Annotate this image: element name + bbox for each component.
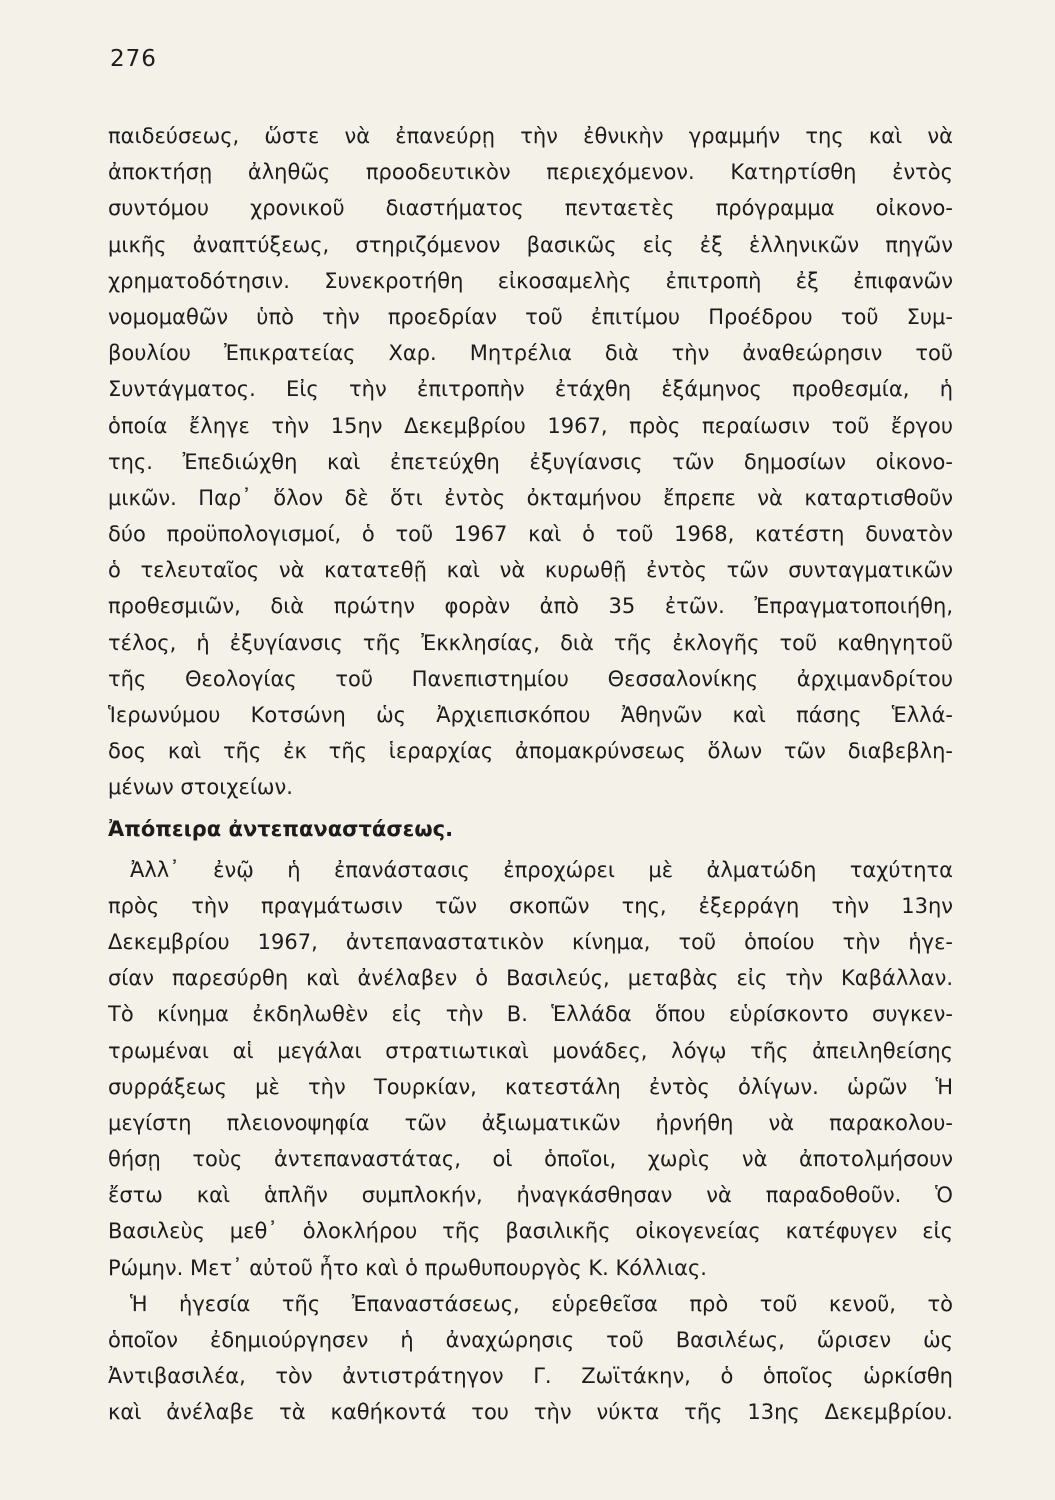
- paragraph-3: [108, 1286, 953, 1431]
- text-line: βουλίου Ἐπικρατείας Χαρ. Μητρέλια διὰ τὴν ἀναθεώρησιν τοῦ: [108, 341, 953, 366]
- text-line: Ἱερωνύμου Κοτσώνη ὡς Ἀρχιεπισκόπου Ἀθηνῶν καὶ πάσης Ἑλλά-: [108, 703, 953, 727]
- text-line: παιδεύσεως, ὥστε νὰ ἐπανεύρῃ τὴν ἐθνικὴν γραμμήν της καὶ νὰ: [108, 124, 953, 148]
- text-line: τέλος, ἡ ἐξυγίανσις τῆς Ἐκκλησίας, διὰ τῆς ἐκλογῆς τοῦ καθηγητοῦ: [108, 630, 953, 655]
- text-line: Τὸ κίνημα ἐκδηλωθὲν εἰς τὴν Β. Ἑλλάδα ὅπου εὑρίσκοντο συγκεν-: [108, 1002, 953, 1027]
- text-line: ὁποία ἔληγε τὴν 15ην Δεκεμβρίου 1967, πρὸς περαίωσιν τοῦ ἔργου: [108, 413, 953, 438]
- text-line: μικῆς ἀναπτύξεως, στηριζόμενον βασικῶς εἰς ἐξ ἑλληνικῶν πηγῶν: [108, 232, 953, 257]
- text-line: τρωμέναι αἱ μεγάλαι στρατιωτικαὶ μονάδες, λόγῳ τῆς ἀπειληθείσης: [108, 1038, 953, 1063]
- section-heading: Ἀπόπειρα ἀντεπαναστάσεως.: [108, 816, 454, 841]
- text-line: μικῶν. Παρ᾽ ὅλον δὲ ὅτι ἐντὸς ὀκταμήνου ἔπρεπε νὰ καταρτισθοῦν: [108, 485, 953, 510]
- text-line: Συντάγματος. Εἰς τὴν ἐπιτροπὴν ἐτάχθη ἑξάμηνος προθεσμία, ἡ: [108, 377, 953, 402]
- text-line: νομομαθῶν ὑπὸ τὴν προεδρίαν τοῦ ἐπιτίμου Προέδρου τοῦ Συμ-: [108, 304, 953, 329]
- paragraph-1: [108, 118, 953, 806]
- page-number: 276: [110, 46, 157, 72]
- text-line: της. Ἐπεδιώχθη καὶ ἐπετεύχθη ἐξυγίανσις τῶν δημοσίων οἰκονο-: [108, 449, 953, 474]
- text-line: ὁποῖον ἐδημιούργησεν ἡ ἀναχώρησις τοῦ Βασιλέως, ὥρισεν ὡς: [108, 1328, 953, 1352]
- text-line: Ἀλλ᾽ ἐνῷ ἡ ἐπανάστασις ἐπροχώρει μὲ ἀλματώδη ταχύτητα: [130, 857, 953, 882]
- text-line: ὁ τελευταῖος νὰ κατατεθῇ καὶ νὰ κυρωθῇ ἐντὸς τῶν συνταγματικῶν: [108, 558, 953, 583]
- text-line: δος καὶ τῆς ἐκ τῆς ἱεραρχίας ἀπομακρύνσεως ὅλων τῶν διαβεβλη-: [108, 739, 953, 764]
- text-line: συντόμου χρονικοῦ διαστήματος πενταετὲς πρόγραμμα οἰκονο-: [108, 196, 953, 221]
- text-line: θήσῃ τοὺς ἀντεπαναστάτας, οἱ ὁποῖοι, χωρὶς νὰ ἀποτολμήσουν: [108, 1147, 953, 1172]
- text-line: σίαν παρεσύρθη καὶ ἀνέλαβεν ὁ Βασιλεύς, μεταβὰς εἰς τὴν Καβάλλαν.: [108, 966, 953, 991]
- text-line: Βασιλεὺς μεθ᾽ ὁλοκλήρου τῆς βασιλικῆς οἰκογενείας κατέφυγεν εἰς: [108, 1219, 953, 1244]
- text-line: Ἡ ἡγεσία τῆς Ἐπαναστάσεως, εὑρεθεῖσα πρὸ τοῦ κενοῦ, τὸ: [130, 1291, 953, 1316]
- text-line: τῆς Θεολογίας τοῦ Πανεπιστημίου Θεσσαλονίκης ἀρχιμανδρίτου: [108, 666, 953, 691]
- text-line: πρὸς τὴν πραγμάτωσιν τῶν σκοπῶν της, ἐξερράγη τὴν 13ην: [108, 893, 953, 918]
- paragraph-2: [108, 852, 953, 1286]
- text-line: προθεσμιῶν, διὰ πρώτην φορὰν ἀπὸ 35 ἐτῶν. Ἐπραγματοποιήθη,: [108, 594, 953, 619]
- body-text: [108, 118, 953, 1431]
- text-line: Ρώμην. Μετ᾽ αὐτοῦ ἦτο καὶ ὁ πρωθυπουργὸς Κ. Κόλλιας.: [108, 1255, 707, 1280]
- text-line: χρηματοδότησιν. Συνεκροτήθη εἰκοσαμελὴς ἐπιτροπὴ ἐξ ἐπιφανῶν: [108, 268, 953, 293]
- text-line: συρράξεως μὲ τὴν Τουρκίαν, κατεστάλη ἐντὸς ὀλίγων. ὡρῶν Ἡ: [108, 1074, 953, 1099]
- text-line: Δεκεμβρίου 1967, ἀντεπαναστατικὸν κίνημα, τοῦ ὁποίου τὴν ἡγε-: [108, 929, 953, 954]
- text-line: δύο προϋπολογισμοί, ὁ τοῦ 1967 καὶ ὁ τοῦ 1968, κατέστη δυνατὸν: [108, 522, 953, 547]
- text-line: μεγίστη πλειονοψηφία τῶν ἀξιωματικῶν ἠρνήθη νὰ παρακολου-: [108, 1110, 953, 1135]
- text-line: ἀποκτήσῃ ἀληθῶς προοδευτικὸν περιεχόμενον. Κατηρτίσθη ἐντὸς: [108, 160, 953, 185]
- text-line: καὶ ἀνέλαβε τὰ καθήκοντά του τὴν νύκτα τῆς 13ης Δεκεμβρίου.: [108, 1400, 953, 1425]
- text-line: μένων στοιχείων.: [108, 775, 293, 800]
- text-line: ἔστω καὶ ἁπλῆν συμπλοκήν, ἠναγκάσθησαν νὰ παραδοθοῦν. Ὁ: [108, 1183, 953, 1208]
- text-line: Ἀντιβασιλέα, τὸν ἀντιστράτηγον Γ. Ζωϊτάκην, ὁ ὁποῖος ὡρκίσθη: [108, 1364, 953, 1389]
